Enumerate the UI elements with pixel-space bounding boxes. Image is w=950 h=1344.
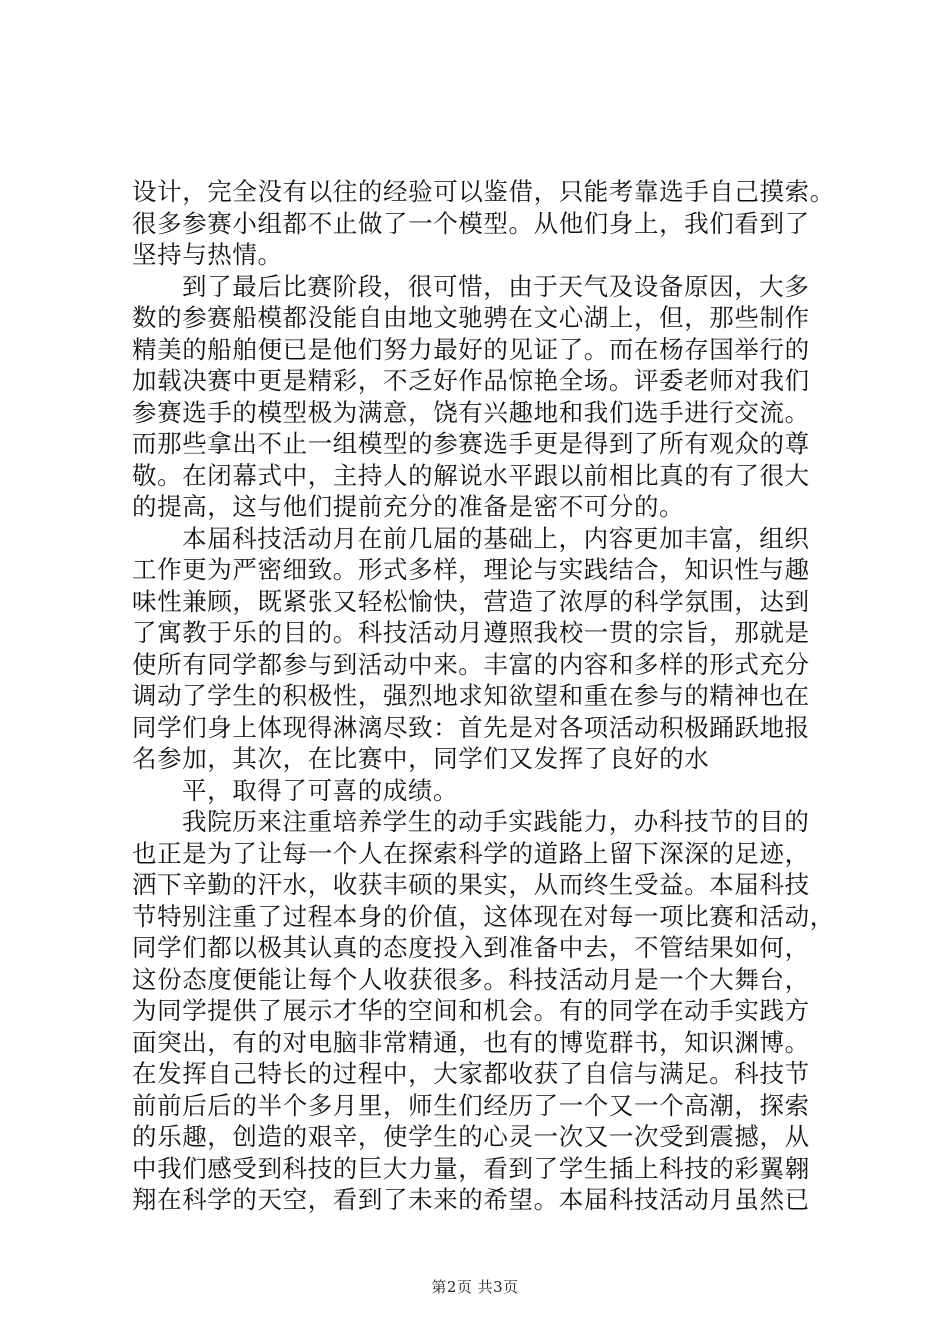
text-line: 在发挥自己特长的过程中，大家都收获了自信与满足。科技节 [132,1059,810,1088]
text-line: 这份态度便能让每个人收获很多。科技活动月是一个大舞台， [132,964,810,994]
text-line: 节特别注重了过程本身的价值，这体现在对每一项比赛和活动， [132,901,835,931]
paragraph-start-line: 平，取得了可喜的成绩。 [182,775,459,805]
text-line: 翔在科学的天空，看到了未来的希望。本届科技活动月虽然已 [132,1185,810,1214]
text-line: 面突出，有的对电脑非常精通，也有的博览群书，知识渊博。 [132,1027,810,1057]
text-line: 同学们身上体现得淋漓尽致：首先是对各项活动积极踊跃地报 [132,712,810,742]
text-line: 使所有同学都参与到活动中来。丰富的内容和多样的形式充分 [132,649,810,679]
text-line: 调动了学生的积极性，强烈地求知欲望和重在参与的精神也在 [132,681,810,710]
text-line: 参赛选手的模型极为满意，饶有兴趣地和我们选手进行交流。 [132,397,810,427]
text-line: 中我们感受到科技的巨大力量，看到了学生插上科技的彩翼翱 [132,1153,810,1183]
text-line: 敬。在闭幕式中，主持人的解说水平跟以前相比真的有了很大 [132,460,810,490]
text-line: 坚持与热情。 [132,240,283,269]
text-line: 味性兼顾，既紧张又轻松愉快，营造了浓厚的科学氛围，达到 [132,586,810,616]
text-line: 也正是为了让每一个人在探索科学的道路上留下深深的足迹， [132,838,810,868]
text-line: 前前后后的半个多月里，师生们经历了一个又一个高潮，探索 [132,1090,810,1120]
paragraph-start-line: 我院历来注重培养学生的动手实践能力，办科技节的目的 [182,807,810,836]
body-text [132,176,835,1216]
text-line: 为同学提供了展示才华的空间和机会。有的同学在动手实践方 [132,996,810,1025]
paragraph-start-line: 本届科技活动月在前几届的基础上，内容更加丰富，组织 [182,523,810,553]
text-line: 洒下辛勤的汗水，收获丰硕的果实，从而终生受益。本届科技 [132,870,810,899]
page-number-footer: 第2页 共3页 [431,1278,519,1296]
text-line: 的乐趣，创造的艰辛，使学生的心灵一次又一次受到震撼，从 [132,1122,810,1151]
text-line: 精美的船舶便已是他们努力最好的见证了。而在杨存国举行的 [132,334,810,364]
text-line: 的提高，这与他们提前充分的准备是密不可分的。 [132,492,685,521]
text-line: 设计，完全没有以往的经验可以鉴借，只能考靠选手自己摸索。 [132,177,835,206]
text-line: 同学们都以极其认真的态度投入到准备中去，不管结果如何， [132,933,810,962]
text-line: 而那些拿出不止一组模型的参赛选手更是得到了所有观众的尊 [132,429,810,458]
text-line: 很多参赛小组都不止做了一个模型。从他们身上，我们看到了 [132,208,810,238]
paragraph-start-line: 到了最后比赛阶段，很可惜，由于天气及设备原因，大多 [182,271,810,301]
text-line: 加载决赛中更是精彩，不乏好作品惊艳全场。评委老师对我们 [132,366,810,395]
text-line: 数的参赛船模都没能自由地文驰骋在文心湖上，但，那些制作 [132,303,810,332]
text-line: 名参加，其次，在比赛中，同学们又发挥了良好的水 [132,744,710,773]
text-line: 工作更为严密细致。形式多样，理论与实践结合，知识性与趣 [132,555,810,584]
text-line: 了寓教于乐的目的。科技活动月遵照我校一贯的宗旨，那就是 [132,618,810,647]
